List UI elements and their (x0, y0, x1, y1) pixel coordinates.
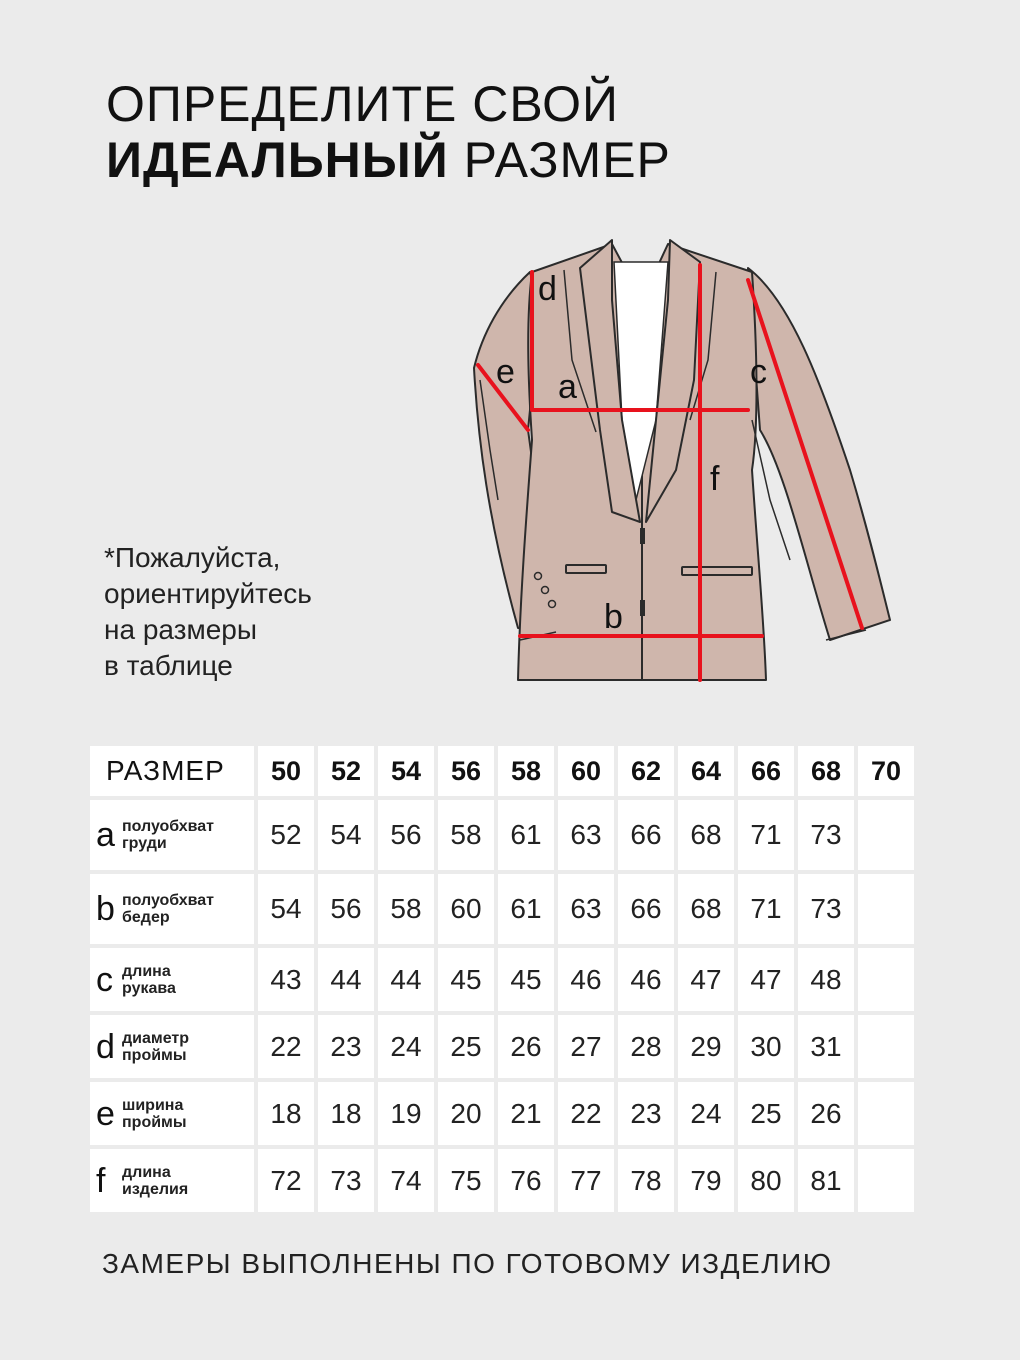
row-letter: d (96, 1027, 115, 1066)
value-cell: 63 (558, 874, 614, 944)
value-cell: 68 (678, 800, 734, 870)
value-cell: 43 (258, 948, 314, 1011)
footer-note: ЗАМЕРЫ ВЫПОЛНЕНЫ ПО ГОТОВОМУ ИЗДЕЛИЮ (102, 1248, 833, 1279)
size-cell: 66 (738, 746, 794, 796)
row-description-line: рукава (122, 979, 176, 997)
value-cell: 31 (798, 1015, 854, 1078)
sleeve-button (535, 573, 542, 580)
value-cell: 73 (318, 1149, 374, 1212)
row-description (122, 1164, 188, 1198)
value-cell: 30 (738, 1015, 794, 1078)
sleeve-button (549, 601, 556, 608)
value-cell: 25 (738, 1082, 794, 1145)
value-cell: 18 (258, 1082, 314, 1145)
value-cell: 58 (378, 874, 434, 944)
value-cell: 25 (438, 1015, 494, 1078)
row-description-line: полуобхват (122, 892, 215, 909)
table-row (90, 948, 914, 1011)
size-table (86, 742, 918, 1216)
row-label (90, 1015, 254, 1078)
value-cell: 26 (798, 1082, 854, 1145)
value-cell: 52 (258, 800, 314, 870)
value-cell: 60 (438, 874, 494, 944)
row-description-line: проймы (122, 1046, 187, 1064)
table-row (90, 1082, 914, 1145)
note-line: ориентируйтесь (104, 578, 312, 609)
row-label (90, 1082, 254, 1145)
label-d: d (538, 270, 557, 308)
value-cell: 26 (498, 1015, 554, 1078)
row-description-line: длина (122, 962, 171, 980)
row-label (90, 874, 254, 944)
button (640, 600, 645, 616)
value-cell: 76 (498, 1149, 554, 1212)
note-line: в таблице (104, 650, 233, 681)
value-cell: 63 (558, 800, 614, 870)
value-cell: 66 (618, 800, 674, 870)
value-cell: 61 (498, 874, 554, 944)
value-cell: 80 (738, 1149, 794, 1212)
value-cell: 74 (378, 1149, 434, 1212)
value-cell: 81 (798, 1149, 854, 1212)
value-cell: 73 (798, 800, 854, 870)
value-cell: 58 (438, 800, 494, 870)
row-description-line: ширина (122, 1096, 184, 1114)
value-cell: 56 (378, 800, 434, 870)
size-cell: 64 (678, 746, 734, 796)
size-cell: 68 (798, 746, 854, 796)
value-cell: 46 (618, 948, 674, 1011)
value-cell: 54 (258, 874, 314, 944)
value-cell: 21 (498, 1082, 554, 1145)
size-cell: 52 (318, 746, 374, 796)
left-pocket (566, 565, 606, 573)
right-sleeve (748, 268, 890, 640)
value-cell: 44 (318, 948, 374, 1011)
value-cell: 29 (678, 1015, 734, 1078)
table-row (90, 1015, 914, 1078)
label-f: f (710, 460, 720, 498)
value-cell: 20 (438, 1082, 494, 1145)
value-cell (858, 1149, 914, 1212)
value-cell: 28 (618, 1015, 674, 1078)
row-letter: b (96, 890, 115, 928)
row-description (122, 892, 214, 926)
right-pocket (682, 567, 752, 575)
value-cell: 66 (618, 874, 674, 944)
value-cell: 48 (798, 948, 854, 1011)
size-cell: 50 (258, 746, 314, 796)
size-cell: 56 (438, 746, 494, 796)
value-cell: 27 (558, 1015, 614, 1078)
row-description (122, 1030, 189, 1064)
value-cell: 45 (438, 948, 494, 1011)
value-cell: 47 (738, 948, 794, 1011)
row-label (90, 800, 254, 870)
button (640, 528, 645, 544)
value-cell (858, 1082, 914, 1145)
value-cell: 78 (618, 1149, 674, 1212)
table-row (90, 874, 914, 944)
table-row (90, 1149, 914, 1212)
value-cell: 61 (498, 800, 554, 870)
row-description (122, 963, 176, 997)
value-cell: 79 (678, 1149, 734, 1212)
label-c: c (750, 353, 767, 391)
value-cell: 73 (798, 874, 854, 944)
value-cell: 71 (738, 874, 794, 944)
row-description (122, 1097, 187, 1131)
table-header-label: РАЗМЕР (90, 746, 254, 796)
row-label (90, 948, 254, 1011)
size-note (104, 540, 404, 684)
row-description-line: изделия (122, 1180, 189, 1198)
note-line: *Пожалуйста, (104, 542, 281, 573)
size-cell: 70 (858, 746, 914, 796)
page-title (106, 76, 671, 188)
title-rest-word: РАЗМЕР (463, 132, 671, 188)
sleeve-button (542, 587, 549, 594)
value-cell: 23 (618, 1082, 674, 1145)
value-cell: 56 (318, 874, 374, 944)
value-cell: 46 (558, 948, 614, 1011)
value-cell: 71 (738, 800, 794, 870)
row-label (90, 1149, 254, 1212)
jacket-diagram (460, 225, 900, 685)
title-line-1: ОПРЕДЕЛИТЕ СВОЙ (106, 76, 619, 132)
size-cell: 58 (498, 746, 554, 796)
label-b: b (604, 598, 623, 636)
value-cell: 23 (318, 1015, 374, 1078)
value-cell: 77 (558, 1149, 614, 1212)
value-cell: 22 (258, 1015, 314, 1078)
note-line: на размеры (104, 614, 258, 645)
row-letter: a (96, 816, 115, 854)
row-description-line: проймы (122, 1113, 187, 1131)
value-cell: 22 (558, 1082, 614, 1145)
value-cell: 19 (378, 1082, 434, 1145)
table-header-row (90, 746, 914, 796)
row-description-line: бедер (122, 909, 170, 926)
size-cell: 60 (558, 746, 614, 796)
row-description-line: груди (122, 835, 167, 852)
value-cell: 24 (678, 1082, 734, 1145)
value-cell: 54 (318, 800, 374, 870)
value-cell: 72 (258, 1149, 314, 1212)
size-cell: 54 (378, 746, 434, 796)
value-cell: 47 (678, 948, 734, 1011)
size-cell: 62 (618, 746, 674, 796)
value-cell (858, 948, 914, 1011)
value-cell (858, 1015, 914, 1078)
row-description-line: полуобхват (122, 818, 215, 835)
title-bold-word: ИДЕАЛЬНЫЙ (106, 132, 449, 188)
row-letter: e (96, 1094, 115, 1133)
label-e: e (496, 353, 515, 391)
row-description-line: диаметр (122, 1029, 190, 1047)
table-row (90, 800, 914, 870)
label-a: a (558, 368, 577, 406)
title-line-2 (106, 132, 671, 188)
value-cell: 75 (438, 1149, 494, 1212)
value-cell: 24 (378, 1015, 434, 1078)
row-description-line: длина (122, 1163, 171, 1181)
value-cell (858, 800, 914, 870)
row-letter: c (96, 960, 113, 999)
value-cell: 45 (498, 948, 554, 1011)
row-description (122, 818, 214, 852)
value-cell: 44 (378, 948, 434, 1011)
row-letter: f (96, 1161, 106, 1200)
value-cell (858, 874, 914, 944)
value-cell: 68 (678, 874, 734, 944)
value-cell: 18 (318, 1082, 374, 1145)
